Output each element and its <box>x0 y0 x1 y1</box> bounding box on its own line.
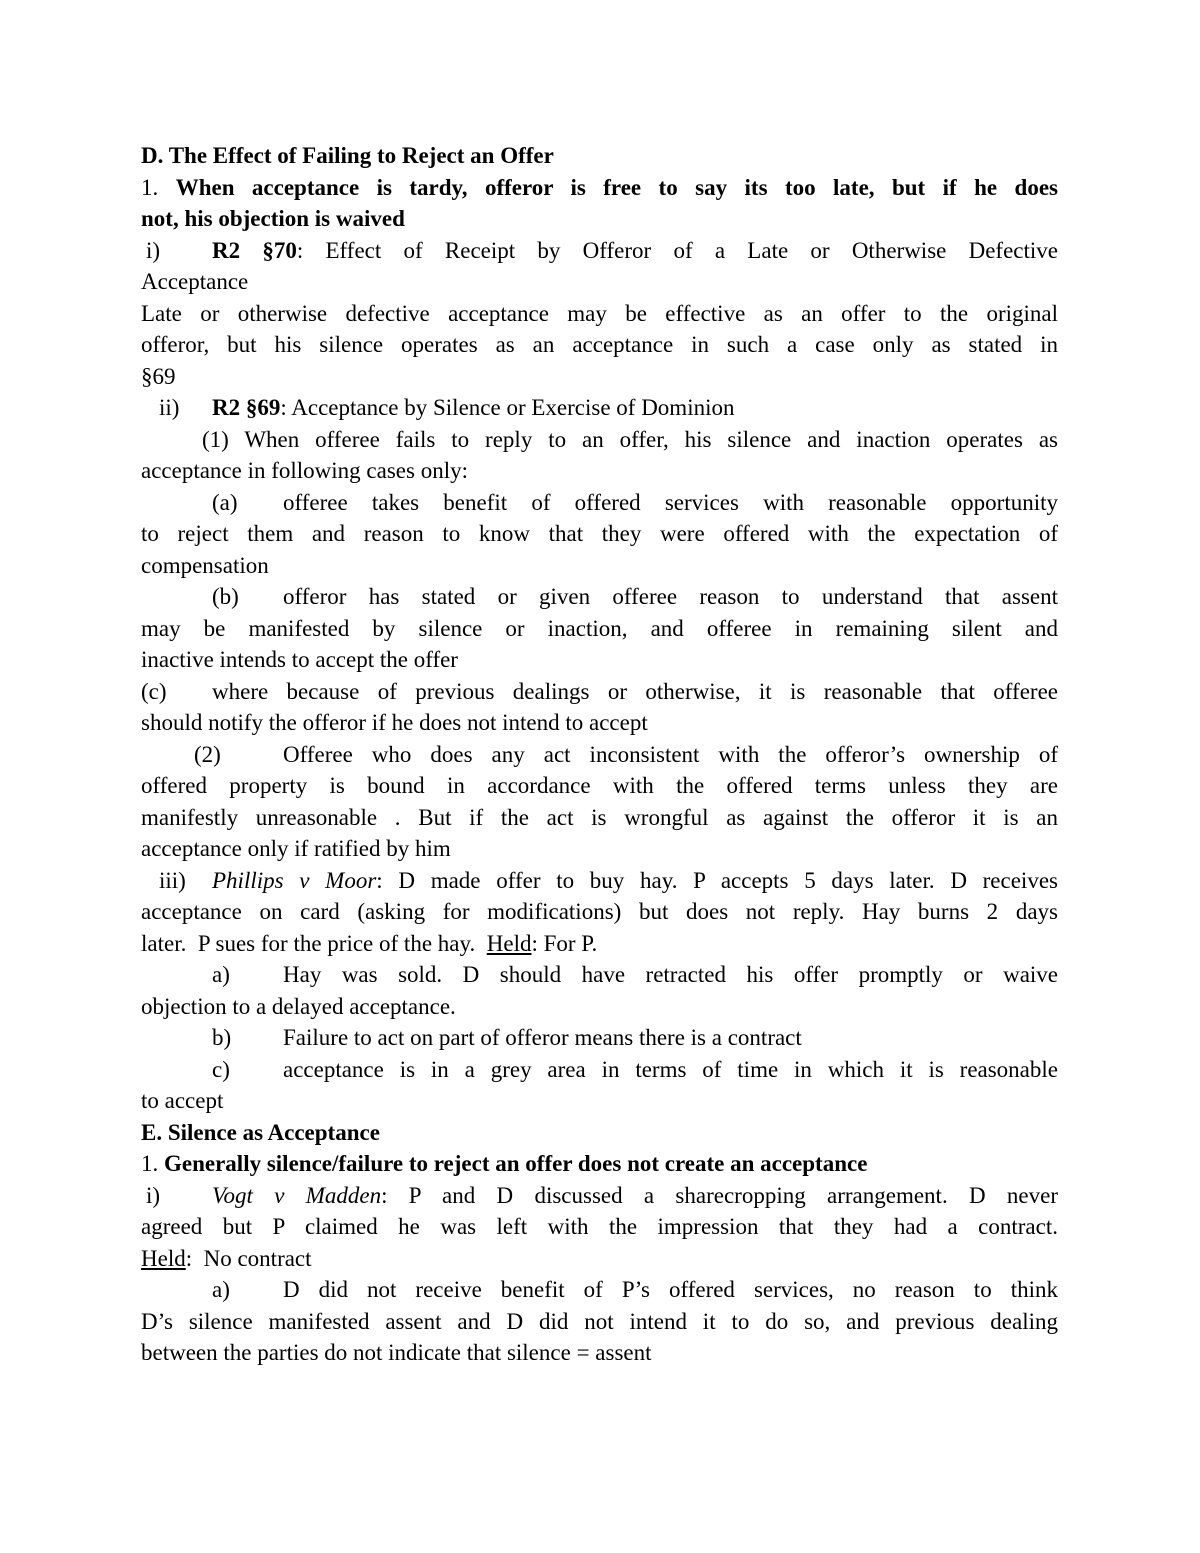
e-item-i-a-line2: D’s silence manifested assent and D did not intend it to do so, and previous dealing <box>141 1308 1058 1334</box>
item-i-rule: R2 §70 <box>212 237 297 263</box>
item-ii-label: ii) <box>159 395 180 420</box>
item-iii-b-line1: b) Failure to act on part of offeror means there is a contract <box>141 1022 1058 1054</box>
item-i-text-line2: offeror, but his silence operates as an acceptance in such a case only as stated in <box>141 332 1058 357</box>
held-label: Held <box>141 1245 186 1271</box>
section-e-heading: E. Silence as Acceptance <box>141 1119 380 1145</box>
item-ii-a-label: (a) <box>212 489 238 515</box>
item-ii-b-line2: may be manifested by silence or inaction, and offeree in remaining silent and <box>141 615 1058 641</box>
item-ii-p1-line1: (1) When offeree fails to reply to an offer, his silence and inaction operates as <box>202 426 1058 452</box>
section-d-point1-line2: not, his objection is waived <box>141 206 405 231</box>
item-ii-c-label: (c) <box>141 678 167 704</box>
item-iii-line2: acceptance on card (asking for modifications) but does not reply. Hay burns 2 days <box>141 899 1058 924</box>
item-iii-c-line1: c) acceptance is in a grey area in terms of time in which it is reasonable <box>141 1054 1058 1086</box>
item-i-title-line1: i) R2 §70: Effect of Receipt by Offeror of a Late or Otherwise Defective <box>141 235 1058 267</box>
held-label: Held <box>486 930 532 956</box>
e-item-i-a-label: a) <box>212 1277 230 1302</box>
item-ii-p2-label: (2) <box>194 741 221 767</box>
section-e-point1: 1. Generally silence/failure to reject an offer does not create an acceptance <box>141 1151 868 1176</box>
item-ii-c-line2: should notify the offeror if he does not intend to accept <box>141 710 648 735</box>
item-ii-p2-line4: acceptance only if ratified by him <box>141 836 451 861</box>
section-d-point1-line1: 1. When acceptance is tardy, offeror is free to say its too late, but if he does <box>141 174 1059 200</box>
item-iii-b-label: b) <box>212 1025 232 1050</box>
item-i-label: i) <box>146 237 161 263</box>
e-item-i-label: i) <box>146 1182 161 1208</box>
item-i-text-line1: Late or otherwise defective acceptance may be effective as an offer to the original <box>141 300 1058 326</box>
section-d-heading: D. The Effect of Failing to Reject an Offer <box>141 143 554 168</box>
item-ii-p2-line1: (2) Offeree who does any act inconsistent with the offeror’s ownership of <box>141 739 1058 771</box>
case-name-phillips: Phillips v Moor <box>212 867 377 893</box>
item-iii-a-line1: a) Hay was sold. D should have retracted his offer promptly or waive <box>141 959 1058 991</box>
item-ii-p2-line3: manifestly unreasonable . But if the act is wrongful as against the offeror it is an <box>141 804 1058 830</box>
item-iii-line1: iii) Phillips v Moor: D made offer to buy hay. P accepts 5 days later. D receives <box>141 865 1058 897</box>
item-iii-label: iii) <box>159 867 186 893</box>
e-item-i-line1: i) Vogt v Madden: P and D discussed a sharecropping arrangement. D never <box>141 1180 1058 1212</box>
item-i-title-line2: Acceptance <box>141 269 249 294</box>
e-item-i-a-line3: between the parties do not indicate that silence = assent <box>141 1340 652 1365</box>
item-iii-line3: later. P sues for the price of the hay. Held: For P. <box>141 930 598 956</box>
item-ii-p1-line2: acceptance in following cases only: <box>141 458 468 483</box>
item-ii-p2-line2: offered property is bound in accordance with the offered terms unless they are <box>141 773 1058 798</box>
item-ii-b-line1: (b) offeror has stated or given offeree reason to understand that assent <box>141 581 1058 613</box>
case-name-vogt: Vogt v Madden <box>212 1182 382 1208</box>
e-item-i-line3: Held: No contract <box>141 1245 312 1271</box>
item-iii-a-label: a) <box>212 962 230 987</box>
item-ii-b-label: (b) <box>212 584 239 609</box>
item-iii-a-line2: objection to a delayed acceptance. <box>141 993 456 1019</box>
e-item-i-line2: agreed but P claimed he was left with the impression that they had a contract. <box>141 1214 1058 1239</box>
document-page <box>141 140 1058 1369</box>
item-i-text-line3: §69 <box>141 363 176 389</box>
item-ii-a-line1: (a) offeree takes benefit of offered services with reasonable opportunity <box>141 487 1058 519</box>
item-ii-rule: R2 §69 <box>212 395 281 420</box>
item-ii-a-line2: to reject them and reason to know that they were offered with the expectation of <box>141 521 1058 546</box>
e-item-i-a-line1: a) D did not receive benefit of P’s offered services, no reason to think <box>141 1274 1058 1306</box>
item-iii-c-label: c) <box>212 1056 230 1082</box>
section-e-point1-number: 1. <box>141 1151 159 1176</box>
item-ii-b-line3: inactive intends to accept the offer <box>141 647 458 672</box>
section-d-point1-number: 1. <box>141 174 159 200</box>
item-iii-c-line2: to accept <box>141 1088 224 1113</box>
item-ii-title: ii) R2 §69: Acceptance by Silence or Exercise of Dominion <box>141 392 1058 424</box>
item-ii-a-line3: compensation <box>141 552 269 578</box>
item-ii-c-line1: (c) where because of previous dealings or otherwise, it is reasonable that offeree <box>141 676 1058 708</box>
